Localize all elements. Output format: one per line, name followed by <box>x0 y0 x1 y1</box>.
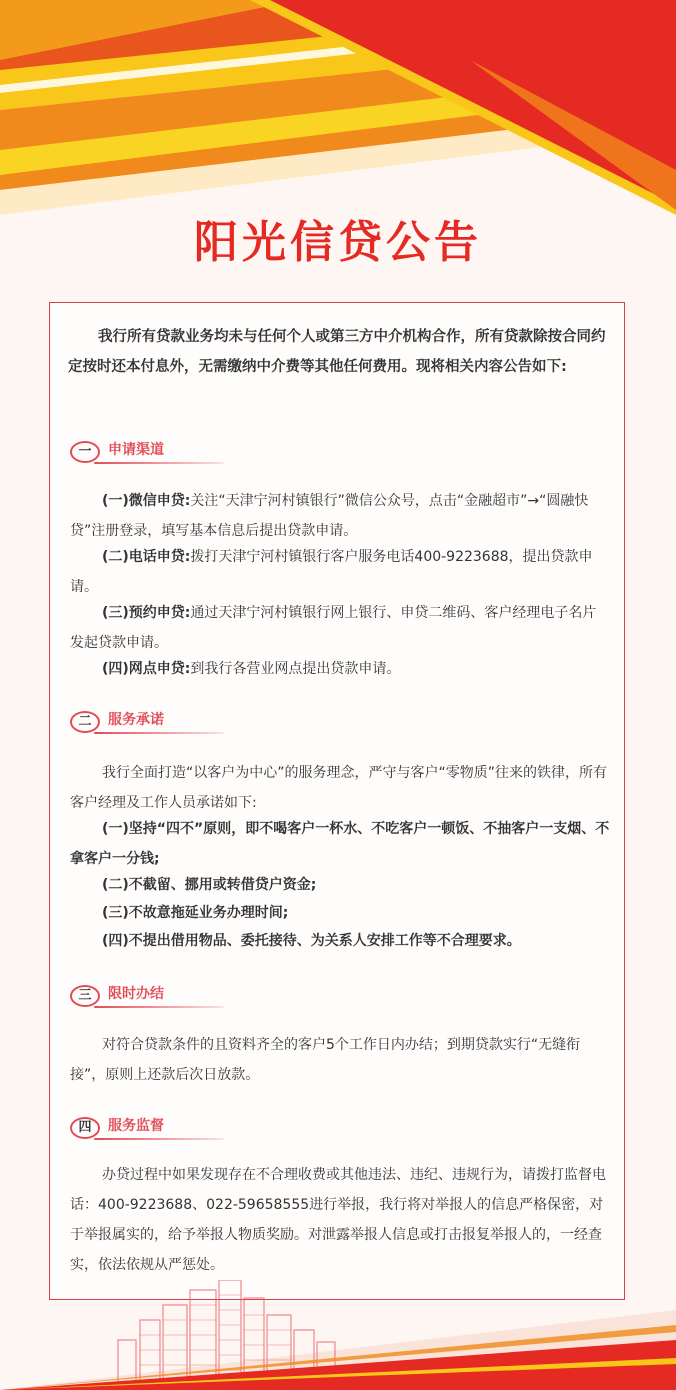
section-2-title: 服务承诺 <box>108 712 164 728</box>
section-1-header <box>70 438 210 468</box>
skyline-decoration <box>0 1280 676 1390</box>
header-decoration <box>0 0 676 240</box>
section-2-number: 二 <box>70 711 100 733</box>
section-1-title: 申请渠道 <box>108 442 164 458</box>
time-limit-text: 对符合贷款条件的且资料齐全的客户5个工作日内办结；到期贷款实行“无缝衔接”，原则上还款后次日放款。 <box>70 1037 581 1083</box>
channel-item-3: (三)预约申贷:通过天津宁河村镇银行网上银行、申贷二维码、客户经理电子名片发起贷款申请。 <box>70 605 597 651</box>
supervision-text: 办贷过程中如果发现存在不合理收费或其他违法、违纪、违规行为，请拨打监督电话：400-9223688、022-59658555进行举报，我行将对举报人的信息严格保密，对于举报属实的，给予举报人物质奖励。对泄露举报人信息或打击报复举报人的，一经查实，依法依规从严惩处。 <box>70 1167 606 1273</box>
section-3-number: 三 <box>70 985 100 1007</box>
channel-item-2: (二)电话申贷:拨打天津宁河村镇银行客户服务电话400-9223688，提出贷款申请。 <box>70 549 593 595</box>
section-4-header <box>70 1114 210 1144</box>
channel-item-1: (一)微信申贷:关注“天津宁河村镇银行”微信公众号，点击“金融超市”→“圆融快贷”注册登录，填写基本信息后提出贷款申请。 <box>70 493 589 539</box>
section-4-title: 服务监督 <box>108 1118 164 1134</box>
section-3-title: 限时办结 <box>108 986 164 1002</box>
section-1-number: 一 <box>70 441 100 463</box>
channel-item-4: (四)网点申贷:到我行各营业网点提出贷款申请。 <box>102 661 401 677</box>
promise-item-2: (二)不截留、挪用或转借贷户资金; <box>102 877 317 893</box>
intro-paragraph: 我行所有贷款业务均未与任何个人或第三方中介机构合作，所有贷款除按合同约定按时还本付息外，无需缴纳中介费等其他任何费用。现将相关内容公告如下: <box>68 329 606 375</box>
promise-item-3: (三)不故意拖延业务办理时间; <box>102 905 289 921</box>
page-title: 阳光信贷公告 <box>194 217 482 268</box>
promise-item-1: (一)坚持“四不”原则，即不喝客户一杯水、不吃客户一顿饭、不抽客户一支烟、不拿客户一分钱; <box>70 821 610 867</box>
section-underline <box>94 1006 224 1008</box>
section-underline <box>94 732 224 734</box>
section-3-header <box>70 982 210 1012</box>
promise-item-4: (四)不提出借用物品、委托接待、为关系人安排工作等不合理要求。 <box>102 933 521 949</box>
section-2-header <box>70 708 210 738</box>
section-4-number: 四 <box>70 1117 100 1139</box>
section-underline <box>94 462 224 464</box>
service-intro: 我行全面打造“以客户为中心”的服务理念，严守与客户“零物质”往来的铁律，所有客户经理及工作人员承诺如下: <box>70 765 608 811</box>
section-underline <box>94 1138 224 1140</box>
